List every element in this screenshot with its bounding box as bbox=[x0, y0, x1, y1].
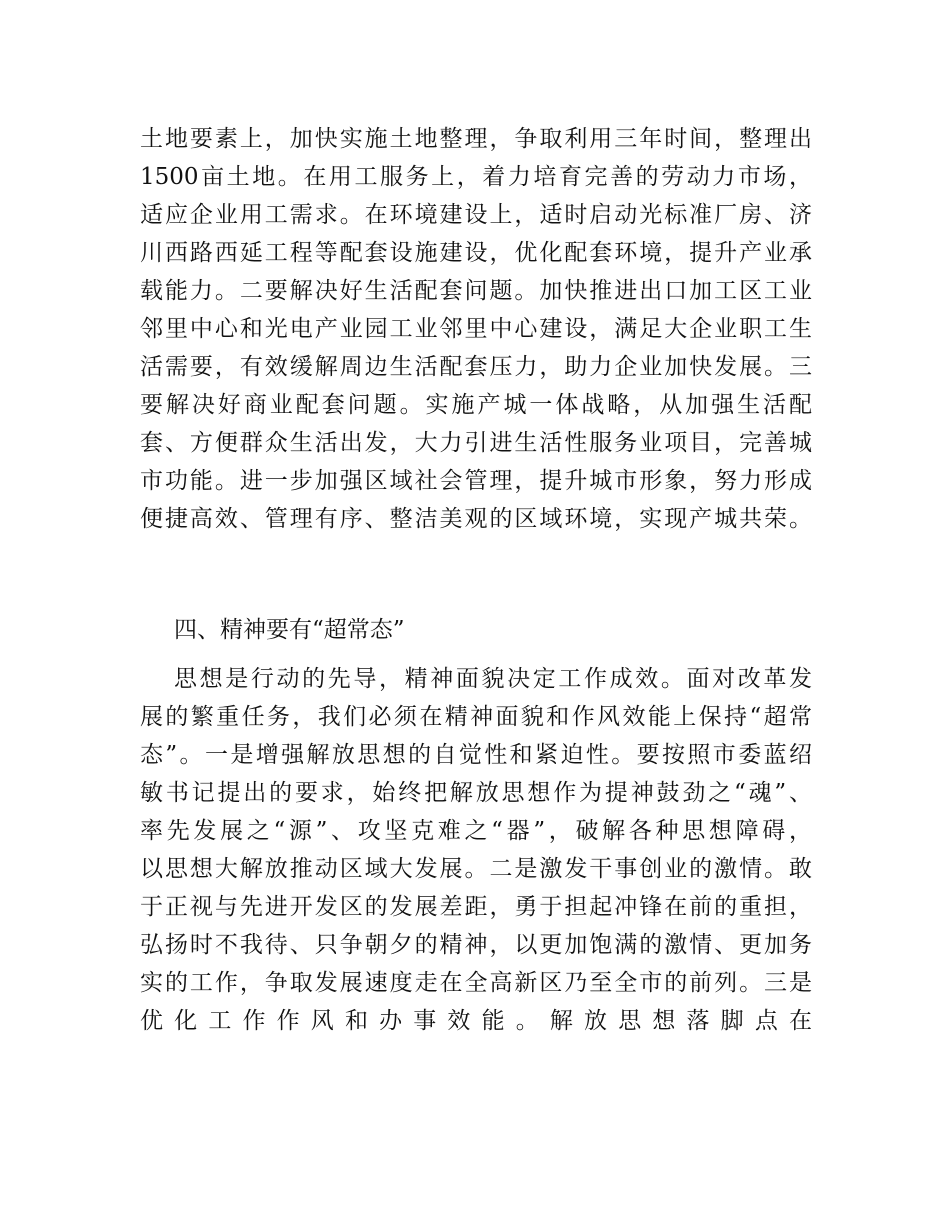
text-line: 弘扬时不我待、只争朝夕的精神，以更加饱满的激情、更加务 bbox=[140, 932, 812, 958]
text-line: 载能力。二要解决好生活配套问题。加快推进出口加工区工业 bbox=[140, 278, 812, 304]
text-line: 率先发展之“源”、攻坚克难之“器”，破解各种思想障碍， bbox=[140, 818, 812, 844]
text-line: 思想是行动的先导，精神面貌决定工作成效。面对改革发 bbox=[174, 666, 812, 692]
section-heading-text: 四、精神要有“超常态” bbox=[174, 617, 405, 643]
paragraph-spirit-extraordinary bbox=[140, 660, 812, 1040]
text-line: 以思想大解放推动区域大发展。二是激发干事创业的激情。敢 bbox=[140, 856, 812, 882]
paragraph-land-and-supporting-facilities bbox=[140, 120, 812, 538]
text-line: 展的繁重任务，我们必须在精神面貌和作风效能上保持“超常 bbox=[140, 704, 812, 730]
text-line: 市功能。进一步加强区域社会管理，提升城市形象，努力形成 bbox=[140, 468, 812, 494]
text-line: 实的工作，争取发展速度走在全高新区乃至全市的前列。三是 bbox=[140, 970, 812, 996]
section-heading bbox=[140, 611, 812, 649]
text-line: 1500亩土地。在用工服务上，着力培育完善的劳动力市场， bbox=[140, 164, 812, 190]
text-line: 适应企业用工需求。在环境建设上，适时启动光标准厂房、济 bbox=[140, 202, 812, 228]
text-line: 邻里中心和光电产业园工业邻里中心建设，满足大企业职工生 bbox=[140, 316, 812, 342]
text-line: 套、方便群众生活出发，大力引进生活性服务业项目，完善城 bbox=[140, 430, 812, 456]
text-line: 便捷高效、管理有序、整洁美观的区域环境，实现产城共荣。 bbox=[140, 506, 812, 532]
text-line: 敏书记提出的要求，始终把解放思想作为提神鼓劲之“魂”、 bbox=[140, 780, 812, 806]
text-line: 于正视与先进开发区的发展差距，勇于担起冲锋在前的重担， bbox=[140, 894, 812, 920]
text-line: 优化工作作风和办事效能。解放思想落脚点在 bbox=[140, 1008, 812, 1034]
text-line: 态”。一是增强解放思想的自觉性和紧迫性。要按照市委蓝绍 bbox=[140, 742, 812, 768]
text-line: 土地要素上，加快实施土地整理，争取利用三年时间，整理出 bbox=[140, 126, 812, 152]
text-line: 要解决好商业配套问题。实施产城一体战略，从加强生活配 bbox=[140, 392, 812, 418]
text-line: 川西路西延工程等配套设施建设，优化配套环境，提升产业承 bbox=[140, 240, 812, 266]
text-line: 活需要，有效缓解周边生活配套压力，助力企业加快发展。三 bbox=[140, 354, 812, 380]
